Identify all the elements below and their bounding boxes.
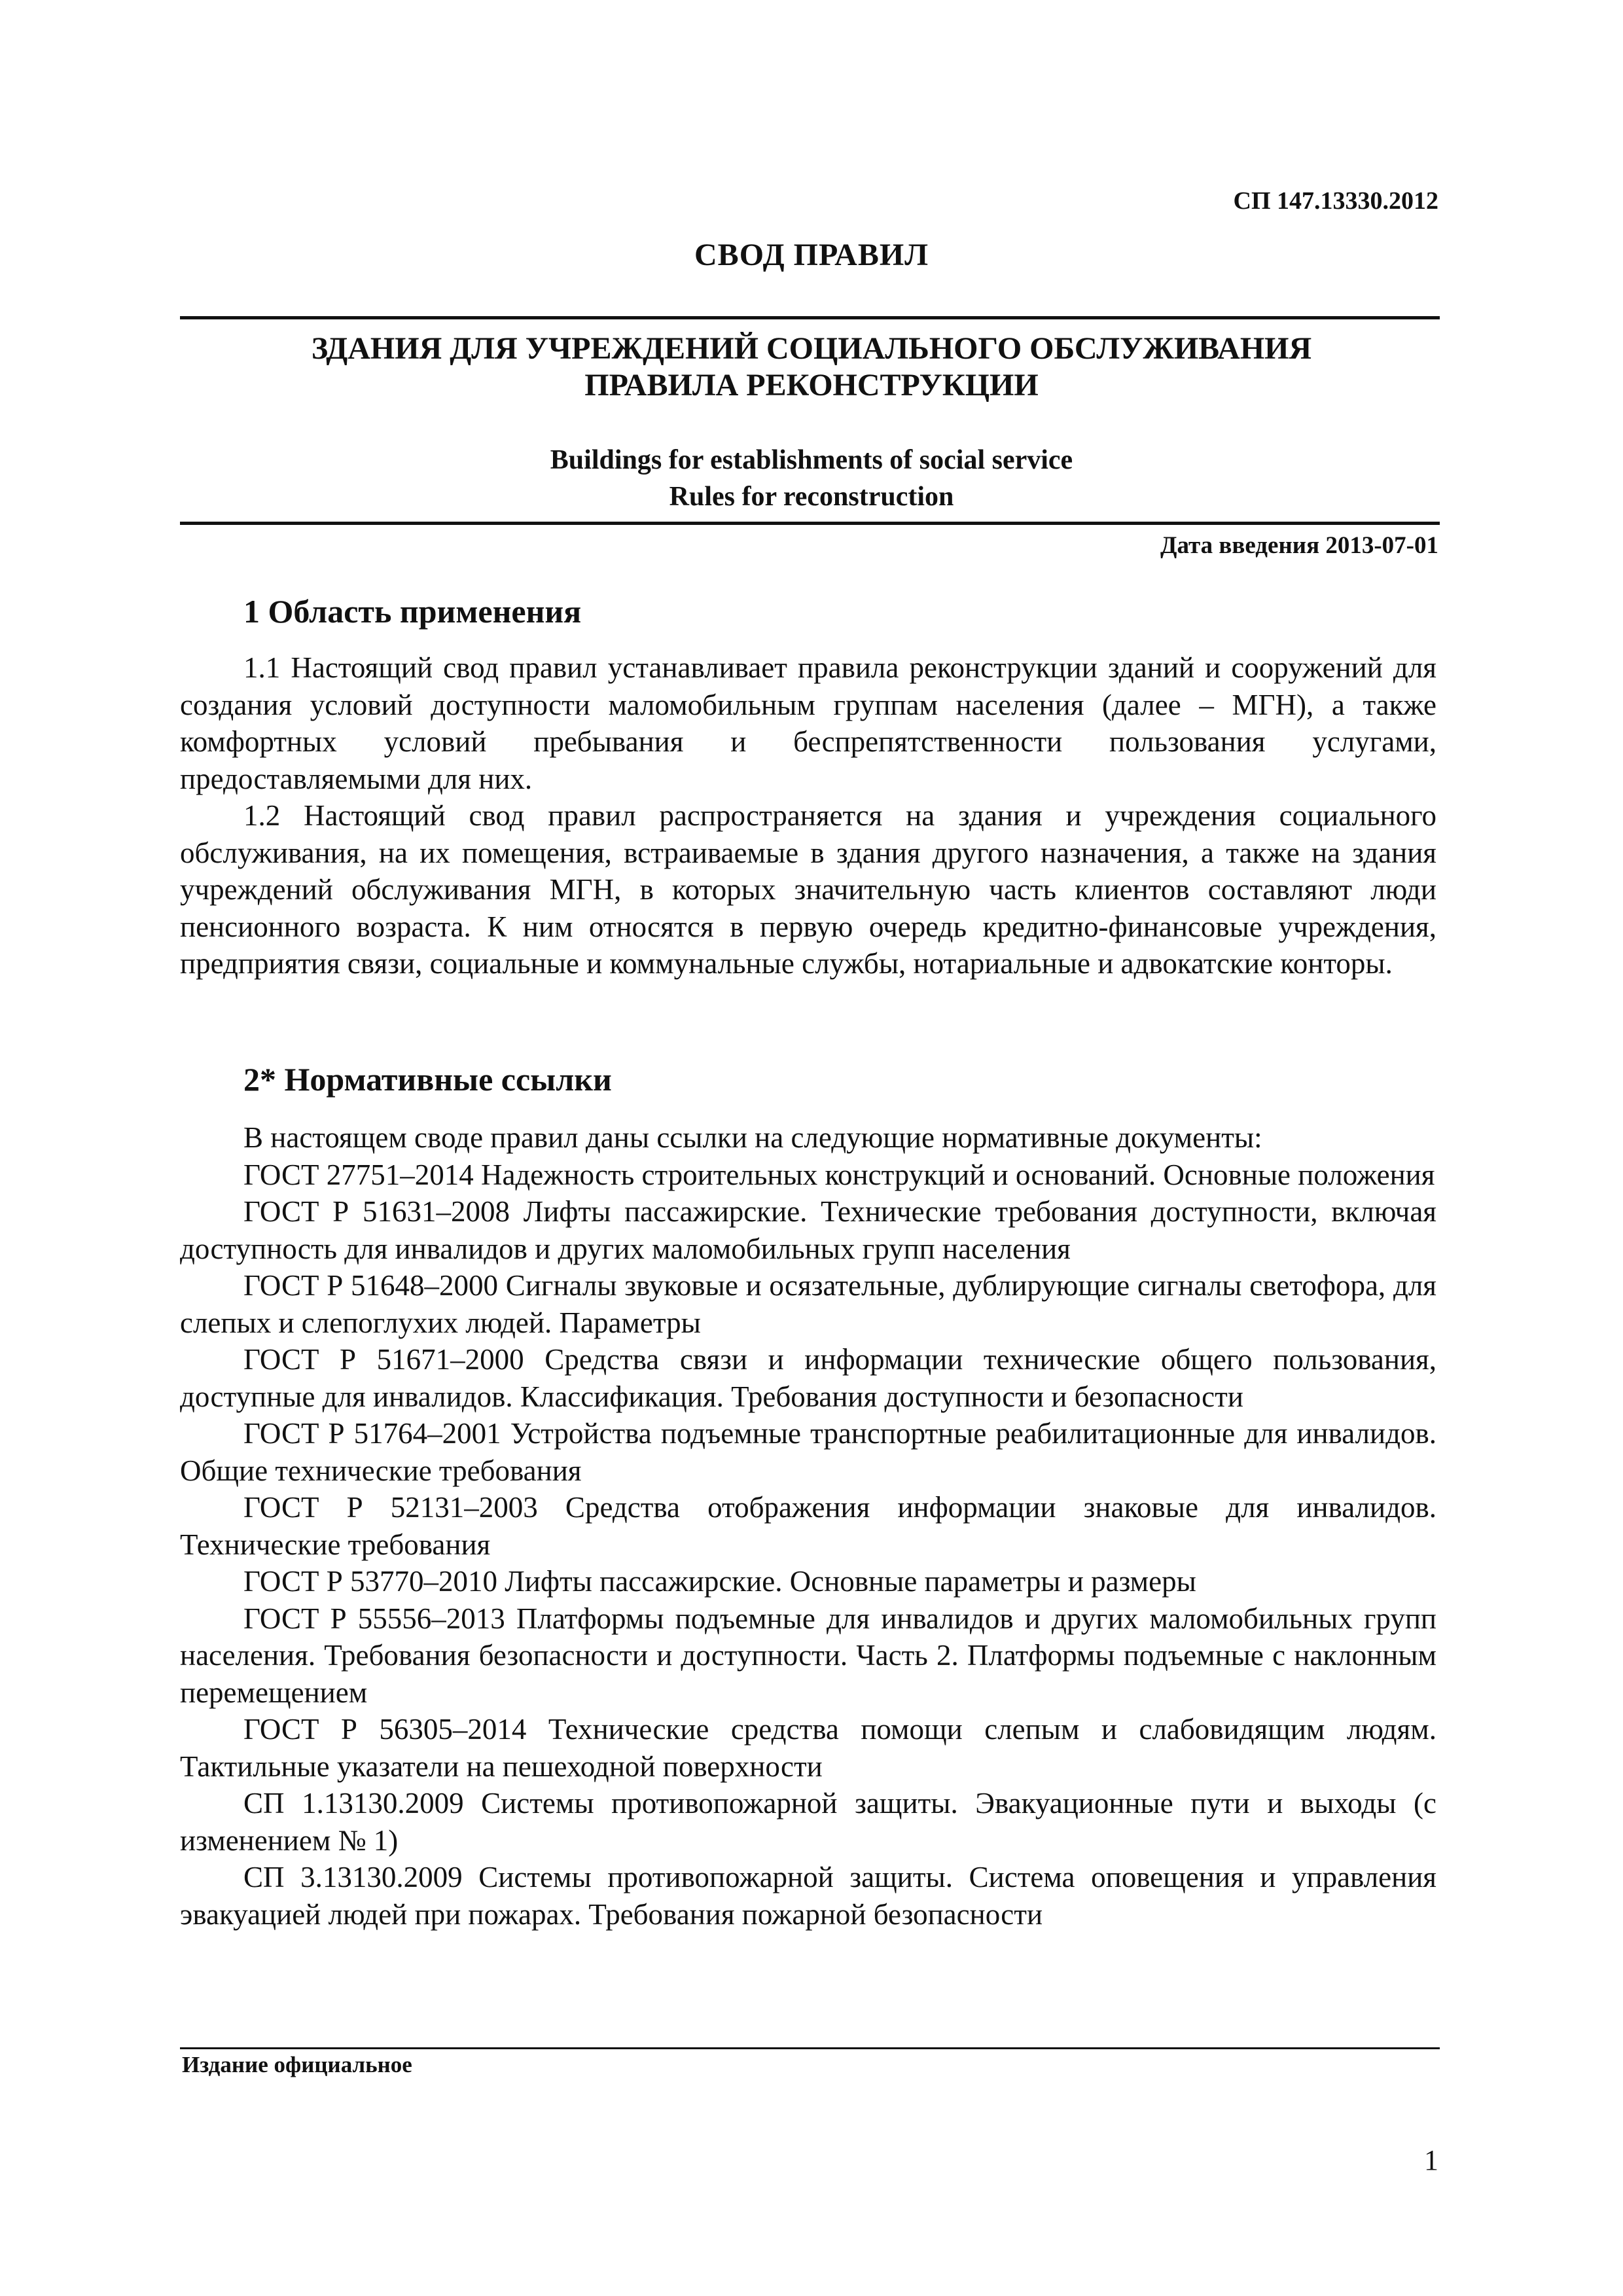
title-top-divider — [180, 316, 1440, 319]
collection-title: СВОД ПРАВИЛ — [694, 238, 929, 272]
title-en-line-1: Buildings for establishments of social service — [550, 445, 1073, 475]
reference-item: ГОСТ 27751–2014 Надежность строительных конструкций и оснований. Основные положения — [243, 1158, 1435, 1191]
document-title-en — [0, 442, 1623, 515]
title-ru-line-2: ПРАВИЛА РЕКОНСТРУКЦИИ — [584, 368, 1039, 403]
reference-item: ГОСТ Р 51648–2000 Сигналы звуковые и осязательные, дублирующие сигналы светофора, для слепых и слепоглухих людей. Параметры — [180, 1269, 1436, 1339]
section-scope-body — [180, 649, 1436, 982]
effective-date: Дата введения 2013-07-01 — [1160, 532, 1438, 559]
paragraph: 1.2 Настоящий свод правил распространяется на здания и учреждения социального обслуживания, на их помещения, встраиваемые в здания другого назначения, а также на здания учреждений обслуживания МГН, в которых значительную часть клиентов составляют люди пенсионного возраста. К ним относятся в первую очередь кредитно-финансовые учреждения, предприятия связи, социальные и коммунальные службы, нотариальные и адвокатские конторы. — [180, 799, 1436, 980]
footer-divider — [180, 2047, 1440, 2049]
reference-item: СП 1.13130.2009 Системы противопожарной защиты. Эвакуационные пути и выходы (с изменением № 1) — [180, 1787, 1436, 1857]
reference-item: ГОСТ Р 56305–2014 Технические средства помощи слепым и слабовидящим людям. Тактильные указатели на пешеходной поверхности — [180, 1713, 1436, 1783]
title-en-line-2: Rules for reconstruction — [669, 482, 954, 512]
reference-item: СП 3.13130.2009 Системы противопожарной защиты. Система оповещения и управления эвакуацией людей при пожарах. Требования пожарной безопасности — [180, 1861, 1436, 1931]
reference-item: ГОСТ Р 51671–2000 Средства связи и информации технические общего пользования, доступные для инвалидов. Классификация. Требования доступности и безопасности — [180, 1343, 1436, 1413]
title-bottom-divider — [180, 522, 1440, 525]
paragraph: 1.1 Настоящий свод правил устанавливает правила реконструкции зданий и сооружений для создания условий доступности маломобильным группам населения (далее – МГН), а также комфортных условий пребывания и беспрепятственности пользования услугами, предоставляемыми для них. — [180, 651, 1436, 795]
paragraph: В настоящем своде правил даны ссылки на следующие нормативные документы: — [243, 1121, 1262, 1154]
reference-item: ГОСТ Р 53770–2010 Лифты пассажирские. Основные параметры и размеры — [243, 1565, 1196, 1598]
page-number: 1 — [1424, 2144, 1438, 2176]
document-number: СП 147.13330.2012 — [1233, 187, 1438, 215]
section-references-body — [180, 1119, 1436, 1933]
reference-item: ГОСТ Р 51631–2008 Лифты пассажирские. Технические требования доступности, включая доступность для инвалидов и других маломобильных групп населения — [180, 1195, 1436, 1265]
title-ru-line-1: ЗДАНИЯ ДЛЯ УЧРЕЖДЕНИЙ СОЦИАЛЬНОГО ОБСЛУЖИВАНИЯ — [311, 331, 1312, 366]
reference-item: ГОСТ Р 55556–2013 Платформы подъемные для инвалидов и других маломобильных групп населения. Требования безопасности и доступности. Часть 2. Платформы подъемные с наклонным перемещением — [180, 1602, 1436, 1709]
reference-item: ГОСТ Р 51764–2001 Устройства подъемные транспортные реабилитационные для инвалидов. Общие технические требования — [180, 1417, 1436, 1487]
document-title-ru — [0, 331, 1623, 404]
edition-label: Издание официальное — [182, 2052, 412, 2077]
section-heading-scope: 1 Область применения — [243, 593, 582, 630]
section-heading-references: 2* Нормативные ссылки — [243, 1061, 612, 1098]
reference-item: ГОСТ Р 52131–2003 Средства отображения информации знаковые для инвалидов. Технические требования — [180, 1491, 1436, 1561]
